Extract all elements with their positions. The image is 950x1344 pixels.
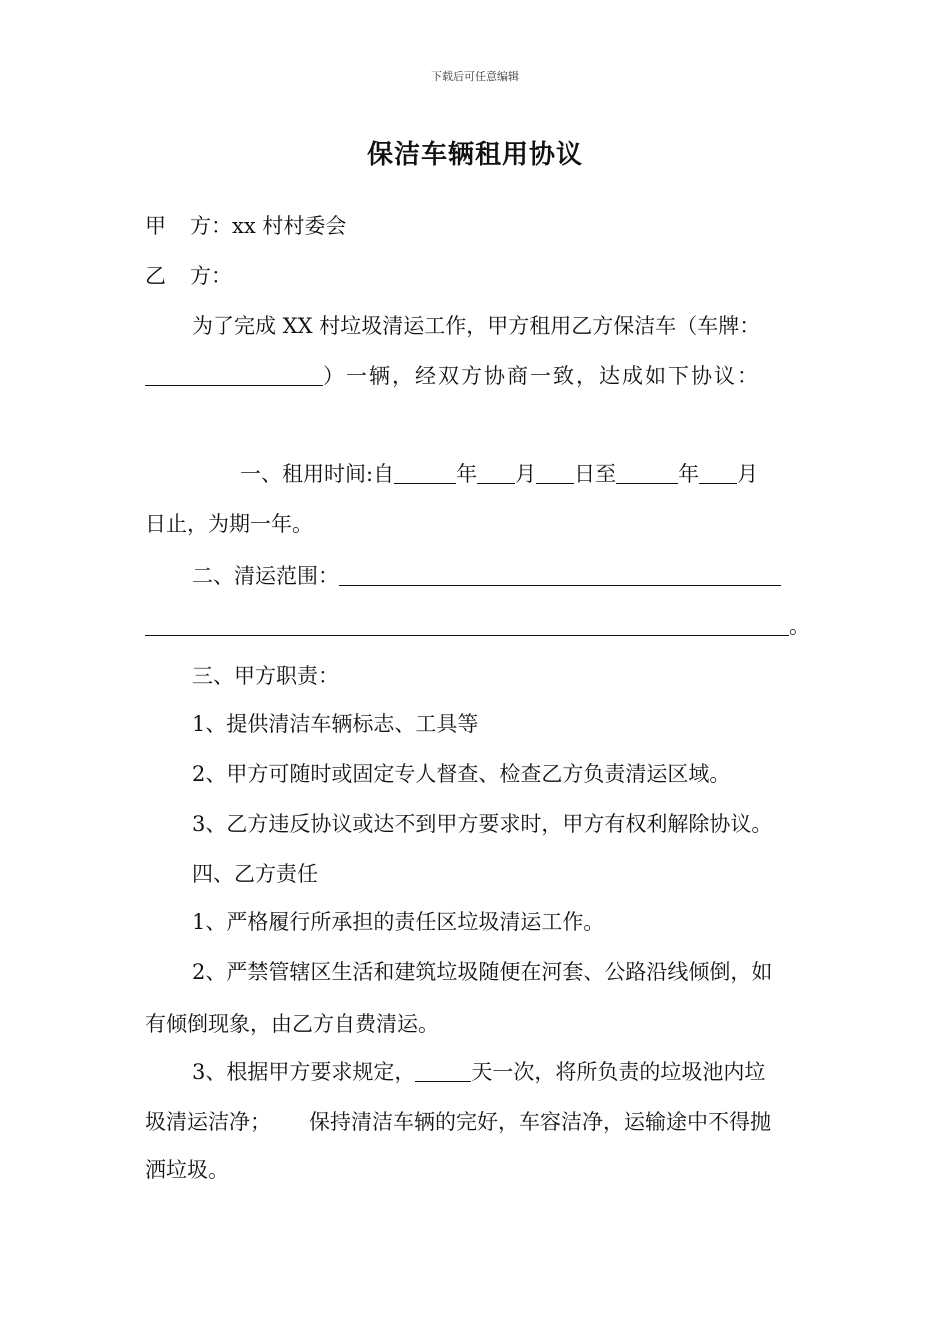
section-4-item-2-line-2: 有倾倒现象，由乙方自费清运。: [145, 1012, 439, 1036]
cleaning-scope-label: 二、清运范围：: [192, 564, 339, 588]
section-3-heading: 三、甲方职责：: [192, 664, 339, 688]
section-1-line-1: [240, 459, 758, 489]
section-1-line-2: 日止，为期一年。: [145, 512, 313, 536]
party-a-value: xx 村村委会: [232, 214, 347, 238]
plate-number-blank[interactable]: [145, 363, 323, 386]
party-b-line: [145, 261, 232, 291]
rental-period-prefix: 一、租用时间:自: [240, 462, 395, 486]
frequency-days-blank[interactable]: [415, 1059, 471, 1082]
end-year-blank[interactable]: [616, 461, 678, 484]
frequency-suffix: 天一次，将所负责的垃圾池内垃: [471, 1060, 766, 1084]
section-2-line-1: [192, 561, 781, 591]
start-year-blank[interactable]: [394, 461, 456, 484]
end-year-label: 年: [678, 462, 700, 486]
end-month-label: 月: [737, 462, 759, 486]
start-year-label: 年: [456, 462, 478, 486]
end-month-blank[interactable]: [699, 461, 737, 484]
section-4-heading: 四、乙方责任: [192, 862, 318, 886]
section-3-item-1: 1、提供清洁车辆标志、工具等: [192, 712, 479, 736]
start-day-blank[interactable]: [536, 461, 574, 484]
section-4-item-2-line-1: 2、严禁管辖区生活和建筑垃圾随便在河套、公路沿线倾倒，如: [192, 960, 773, 984]
cleaning-scope-end: 。: [789, 614, 810, 638]
party-a-label-1: 甲: [145, 214, 166, 238]
cleaning-scope-blank-1[interactable]: [339, 563, 781, 586]
party-b-label-2: 方：: [190, 264, 232, 288]
header-note: 下载后可任意编辑: [431, 70, 519, 83]
document-title: 保洁车辆租用协议: [366, 140, 583, 170]
section-3-item-2: 2、甲方可随时或固定专人督查、检查乙方负责清运区域。: [192, 762, 731, 786]
intro-line-1: 为了完成 XX 村垃圾清运工作，甲方租用乙方保洁车（车牌：: [192, 314, 761, 338]
section-4-item-1: 1、严格履行所承担的责任区垃圾清运工作。: [192, 910, 605, 934]
intro-line-2-tail: ）一辆，经双方协商一致，达成如下协议：: [323, 364, 760, 388]
cleaning-scope-blank-2[interactable]: [145, 613, 789, 636]
section-2-line-2: [145, 611, 810, 641]
start-day-to-label: 日至: [574, 462, 617, 486]
item-3-line-2a: 圾清运洁净；: [145, 1110, 271, 1134]
start-month-label: 月: [515, 462, 537, 486]
item-3-line-2b: 保持清洁车辆的完好，车容洁净，运输途中不得抛: [309, 1110, 771, 1134]
start-month-blank[interactable]: [477, 461, 515, 484]
party-b-label-1: 乙: [145, 264, 166, 288]
section-4-item-3-line-3: 洒垃圾。: [145, 1158, 229, 1182]
section-4-item-3-line-2: [145, 1107, 771, 1137]
party-a-line: [145, 211, 346, 241]
frequency-prefix: 3、根据甲方要求规定，: [192, 1060, 416, 1084]
party-a-label-2: 方：: [190, 214, 232, 238]
intro-line-2: [145, 361, 760, 391]
section-4-item-3-line-1: [192, 1057, 765, 1087]
section-3-item-3: 3、乙方违反协议或达不到甲方要求时，甲方有权利解除协议。: [192, 812, 773, 836]
